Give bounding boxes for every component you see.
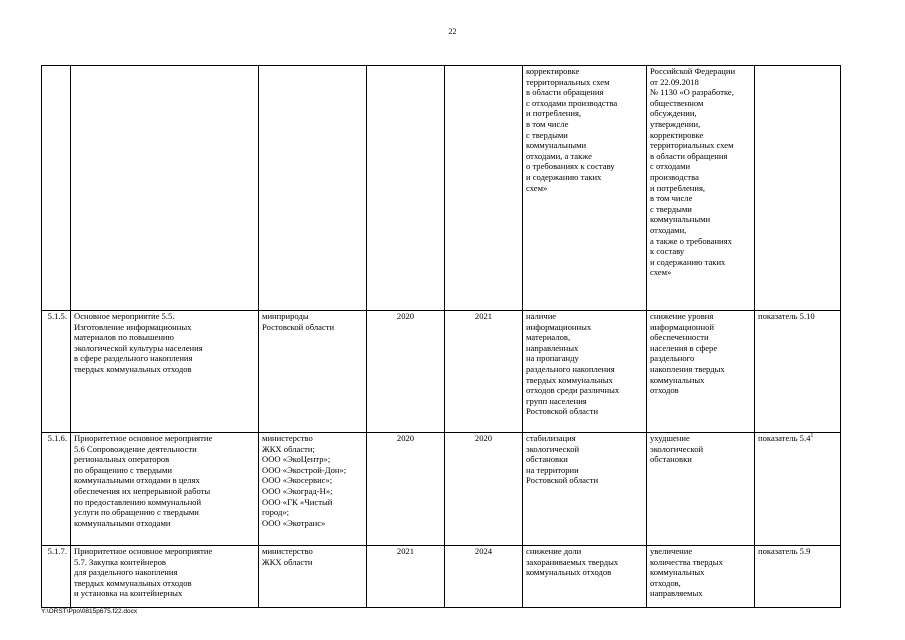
indicator-text: показатель 5.4 [758, 433, 811, 443]
indicator-cell [755, 66, 841, 311]
end-year-cell [445, 66, 523, 311]
file-path-footer: Y:\ORST\Ppo\0815p675.f22.docx [41, 608, 138, 615]
program-table [41, 65, 841, 608]
end-year-cell: 2020 [445, 433, 523, 546]
activity-cell: Основное мероприятие 5.5. Изготовление информационных материалов по повышению экологической культуры населения в сфере раздельного накопления твердых коммунальных отходов [71, 311, 259, 433]
table-row [42, 66, 841, 311]
page-number: 22 [448, 27, 457, 36]
activity-cell: Приоритетное основное мероприятие 5.7. Закупка контейнеров для раздельного накопления твердых коммунальных отходов и установка на контейнерных [71, 546, 259, 608]
result-cell: наличие информационных материалов, направленных на пропаганду раздельного накопления твердых коммунальных отходов среди различных групп населения Ростовской области [523, 311, 647, 433]
indicator-cell [755, 311, 841, 433]
start-year-cell: 2020 [367, 433, 445, 546]
indicator-text: показатель 5.9 [758, 546, 811, 556]
activity-cell [71, 66, 259, 311]
indicator-superscript: 1 [810, 433, 814, 440]
executor-cell: министерство ЖКХ области; ООО «ЭкоЦентр»; ООО «Экострой-Дон»; ООО «Экосервис»; ООО «Экоград-Н»; ООО «ГК «Чистый город»; ООО «Экотранс» [259, 433, 367, 546]
executor-cell [259, 66, 367, 311]
executor-cell: министерство ЖКХ области [259, 546, 367, 608]
row-number: 5.1.7. [42, 546, 71, 608]
consequence-cell: ухудшение экологической обстановки [647, 433, 755, 546]
start-year-cell [367, 66, 445, 311]
table-row [42, 546, 841, 608]
executor-cell: минприроды Ростовской области [259, 311, 367, 433]
indicator-text: показатель 5.10 [758, 311, 815, 321]
row-number: 5.1.6. [42, 433, 71, 546]
start-year-cell: 2021 [367, 546, 445, 608]
row-number: 5.1.5. [42, 311, 71, 433]
start-year-cell: 2020 [367, 311, 445, 433]
table-row [42, 311, 841, 433]
indicator-cell [755, 546, 841, 608]
result-cell: снижение доли захораниваемых твердых коммунальных отходов [523, 546, 647, 608]
end-year-cell: 2021 [445, 311, 523, 433]
table-row [42, 433, 841, 546]
result-cell: корректировке территориальных схем в области обращения с отходами производства и потребления, в том числе с твердыми коммунальными отходами, а также о требованиях к составу и содержанию таких схем» [523, 66, 647, 311]
consequence-cell: увеличение количества твердых коммунальных отходов, направляемых [647, 546, 755, 608]
consequence-cell: Российской Федерации от 22.09.2018 № 1130 «О разработке, общественном обсуждении, утверждении, корректировке территориальных схем в области обращения с отходами производства и потребления, в том числе с твердыми коммунальными отходами, а также о требованиях к составу и содержанию таких схем» [647, 66, 755, 311]
indicator-cell [755, 433, 841, 546]
row-number [42, 66, 71, 311]
consequence-cell: снижение уровня информационной обеспеченности населения в сфере раздельного накопления твердых коммунальных отходов [647, 311, 755, 433]
activity-cell: Приоритетное основное мероприятие 5.6 Сопровождение деятельности региональных операторов по обращению с твердыми коммунальными отходами в целях обеспечения их непрерывной работы по предоставлению коммунальной услуги по обращению с твердыми коммунальными отходами [71, 433, 259, 546]
end-year-cell: 2024 [445, 546, 523, 608]
result-cell: стабилизация экологической обстановки на территории Ростовской области [523, 433, 647, 546]
